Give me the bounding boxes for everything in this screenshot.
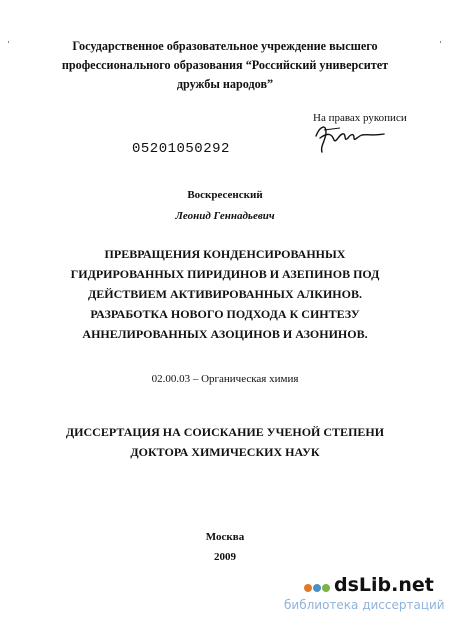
right-margin-mark: ' xyxy=(438,40,443,49)
dslib-watermark xyxy=(282,573,450,617)
place: Москва xyxy=(205,531,245,543)
watermark-dots-icon xyxy=(304,581,330,595)
degree-line: ДОКТОРА ХИМИЧЕСКИХ НАУК xyxy=(130,445,320,459)
year: 2009 xyxy=(214,551,236,563)
institution-line: Государственное образовательное учреждение высшего xyxy=(72,39,378,53)
institution-line: дружбы народов” xyxy=(176,77,274,91)
institution-line: профессионального образования “Российский университет xyxy=(61,58,389,72)
handwritten-signature xyxy=(314,118,388,156)
dissertation-title xyxy=(0,244,450,344)
title-line: ГИДРИРОВАННЫХ ПИРИДИНОВ И АЗЕПИНОВ ПОД xyxy=(70,267,380,281)
title-line: АННЕЛИРОВАННЫХ АЗОЦИНОВ И АЗОНИНОВ. xyxy=(82,327,368,341)
degree-line: ДИССЕРТАЦИЯ НА СОИСКАНИЕ УЧЕНОЙ СТЕПЕНИ xyxy=(65,425,385,439)
author-surname: Воскресенский xyxy=(187,189,263,201)
manuscript-rights-label: На правах рукописи xyxy=(313,112,407,124)
title-line: РАЗРАБОТКА НОВОГО ПОДХОДА К СИНТЕЗУ xyxy=(90,307,360,321)
registration-code: 05201050292 xyxy=(132,141,230,157)
degree-statement xyxy=(0,422,450,462)
title-line: ПРЕВРАЩЕНИЯ КОНДЕНСИРОВАННЫХ xyxy=(104,247,346,261)
author-block xyxy=(0,185,450,227)
author-given-names: Леонид Геннадьевич xyxy=(175,210,275,222)
left-margin-mark: ' xyxy=(6,40,11,49)
place-and-year xyxy=(0,527,450,567)
watermark-logo-text: dsLib.net xyxy=(334,574,434,596)
institution-header xyxy=(0,37,450,94)
specialty-code: 02.00.03 – Органическая химия xyxy=(151,373,299,385)
watermark-caption: библиотека диссертаций xyxy=(284,598,445,612)
title-line: ДЕЙСТВИЕМ АКТИВИРОВАННЫХ АЛКИНОВ. xyxy=(88,287,362,301)
